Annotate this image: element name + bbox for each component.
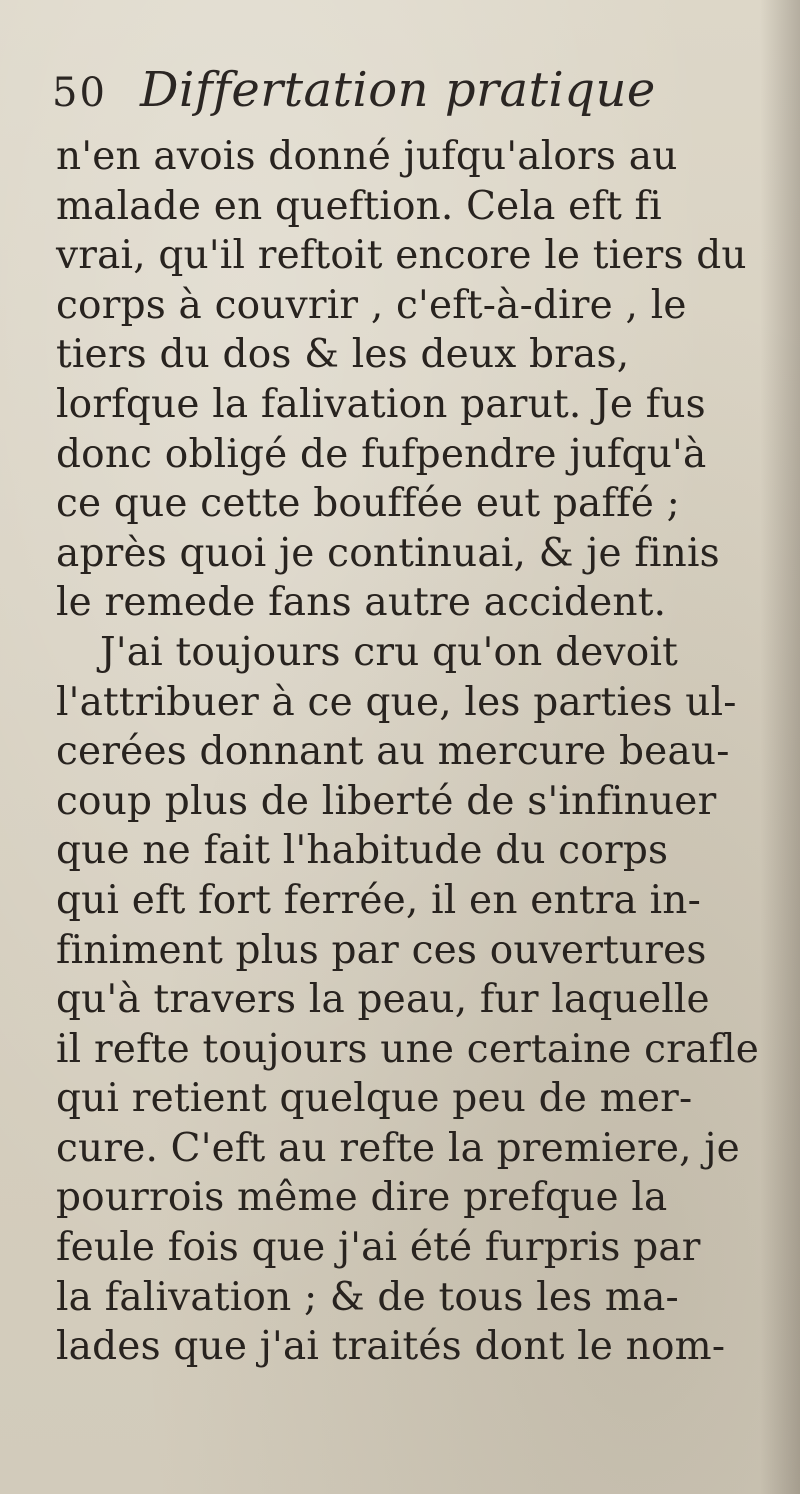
text-line: qui retient quelque peu de mer-	[56, 1076, 693, 1122]
text-line: il refte toujours une certaine crafle	[56, 1026, 760, 1072]
text-line: n'en avois donné jufqu'alors au	[56, 134, 678, 179]
running-title: Differtation pratique	[140, 62, 656, 118]
text-line: qu'à travers la peau, fur laquelle	[56, 977, 710, 1023]
text-line: après quoi je continuai, & je finis	[56, 530, 720, 576]
text-line: que ne fait l'habitude du corps	[56, 828, 669, 874]
text-line: pourrois même dire prefque la	[56, 1175, 668, 1221]
text-line: coup plus de liberté de s'infinuer	[56, 778, 717, 824]
text-line: vrai, qu'il reftoit encore le tiers du	[56, 233, 747, 279]
text-line: lorfque la falivation parut. Je fus	[56, 381, 706, 427]
body-text	[56, 132, 776, 1372]
text-line: donc obligé de fufpendre jufqu'à	[56, 431, 707, 477]
text-line: malade en queftion. Cela eft fi	[56, 183, 662, 229]
text-line: corps à couvrir , c'eft-à-dire , le	[56, 282, 687, 328]
page-number: 50	[52, 70, 107, 116]
text-line: ce que cette bouffée eut paffé ;	[56, 481, 680, 527]
text-line: cure. C'eft au refte la premiere, je	[56, 1125, 740, 1171]
text-line: le remede fans autre accident.	[56, 580, 667, 626]
text-line: qui eft fort ferrée, il en entra in-	[56, 877, 701, 923]
text-line: feule fois que j'ai été furpris par	[56, 1225, 701, 1271]
page-header	[48, 62, 768, 132]
text-line: finiment plus par ces ouvertures	[56, 927, 707, 973]
text-line: cerées donnant au mercure beau-	[56, 729, 730, 775]
text-line: lades que j'ai traités dont le nom-	[56, 1324, 726, 1370]
text-line: tiers du dos & les deux bras,	[56, 332, 630, 378]
paragraph-start-line: J'ai toujours cru qu'on devoit	[100, 629, 678, 675]
text-line: l'attribuer à ce que, les parties ul-	[56, 679, 737, 725]
text-line: la falivation ; & de tous les ma-	[56, 1274, 679, 1320]
